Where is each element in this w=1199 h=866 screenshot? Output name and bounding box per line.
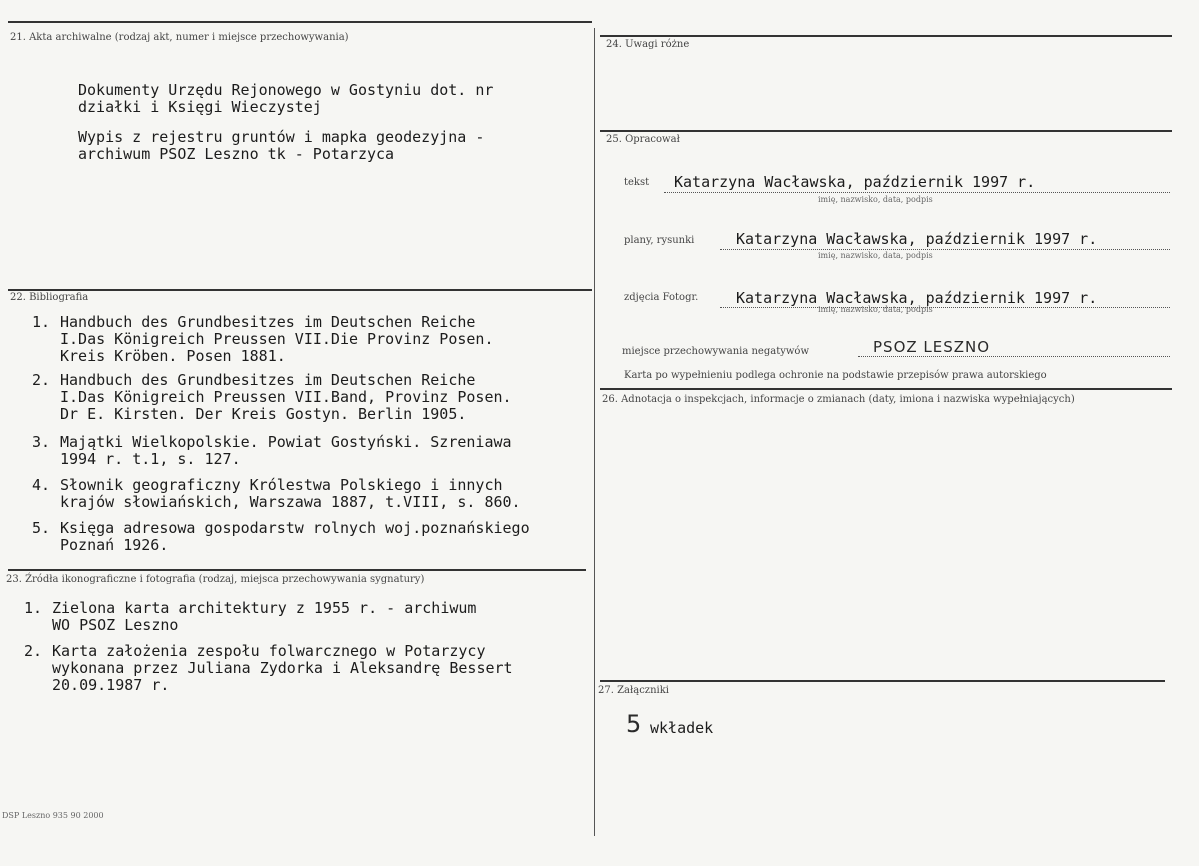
item-line-3: Dr E. Kirsten. Der Kreis Gostyn. Berlin 1905. [60, 405, 467, 423]
foto-caption: imię, nazwisko, data, podpis [818, 305, 933, 314]
s21-line-2: działki i Księgi Wieczystej [78, 98, 322, 116]
divider-22-23 [8, 569, 586, 571]
plany-dotted-line [720, 249, 1170, 250]
item-line-1: Zielona karta architektury z 1955 r. - archiwum [52, 599, 477, 617]
section-22-label: 22. Bibliografia [10, 292, 89, 303]
item-line-1: Handbuch des Grundbesitzes im Deutschen Reiche [60, 313, 476, 331]
item-line-2: krajów słowiańskich, Warszawa 1887, t.VIII, s. 860. [60, 493, 521, 511]
negatives-dotted-line [858, 356, 1170, 357]
divider-25-26 [600, 388, 1172, 390]
section-23-label: 23. Źródła ikonograficzne i fotografia (rodzaj, miejsca przechowywania sygnatury) [6, 574, 425, 585]
item-number: 2. [32, 371, 51, 389]
tekst-dotted-line [664, 192, 1170, 193]
item-number: 1. [24, 599, 43, 617]
s21-line-4: archiwum PSOZ Leszno tk - Potarzyca [78, 145, 395, 163]
divider-21-22 [8, 289, 592, 291]
tekst-value: Katarzyna Wacławska, październik 1997 r. [674, 173, 1036, 191]
item-line-1: Majątki Wielkopolskie. Powiat Gostyński. Szreniawa [60, 433, 512, 451]
plany-value: Katarzyna Wacławska, październik 1997 r. [736, 230, 1098, 248]
divider-26-27 [600, 680, 1165, 682]
item-number: 4. [32, 476, 51, 494]
item-line-2: I.Das Königreich Preussen VII.Die Provinz Posen. [60, 330, 494, 348]
section-21-label: 21. Akta archiwalne (rodzaj akt, numer i miejsce przechowywania) [10, 32, 349, 43]
negatives-value: PSOZ LESZNO [873, 338, 991, 356]
foto-value: Katarzyna Wacławska, październik 1997 r. [736, 289, 1098, 307]
item-line-2: WO PSOZ Leszno [52, 616, 179, 634]
top-rule-right [600, 35, 1172, 37]
section-27-label: 27. Załączniki [598, 685, 669, 696]
attachments-text: wkładek [650, 719, 714, 737]
copyright-note: Karta po wypełnieniu podlega ochronie na podstawie przepisów prawa autorskiego [624, 370, 1047, 381]
s21-line-1: Dokumenty Urzędu Rejonowego w Gostyniu dot. nr [78, 81, 494, 99]
tekst-label: tekst [624, 177, 650, 188]
item-line-2: Poznań 1926. [60, 536, 169, 554]
item-line-1: Handbuch des Grundbesitzes im Deutschen Reiche [60, 371, 476, 389]
tekst-caption: imię, nazwisko, data, podpis [818, 195, 933, 204]
center-divider [594, 28, 595, 836]
item-line-2: wykonana przez Juliana Zydorka i Aleksandrę Bessert [52, 659, 513, 677]
item-line-1: Księga adresowa gospodarstw rolnych woj.poznańskiego [60, 519, 530, 537]
attachments-count: 5 [626, 710, 642, 738]
plany-label: plany, rysunki [624, 235, 695, 246]
form-code: DSP Leszno 935 90 2000 [2, 811, 104, 820]
item-line-1: Karta założenia zespołu folwarcznego w Potarzycy [52, 642, 486, 660]
foto-dotted-line [720, 307, 1170, 308]
section-25-label: 25. Opracował [606, 134, 680, 145]
item-number: 2. [24, 642, 43, 660]
item-line-1: Słownik geograficzny Królestwa Polskiego i innych [60, 476, 503, 494]
item-number: 1. [32, 313, 51, 331]
item-line-2: 1994 r. t.1, s. 127. [60, 450, 241, 468]
item-line-2: I.Das Königreich Preussen VII.Band, Provinz Posen. [60, 388, 512, 406]
item-number: 3. [32, 433, 51, 451]
item-line-3: Kreis Kröben. Posen 1881. [60, 347, 286, 365]
item-line-3: 20.09.1987 r. [52, 676, 170, 694]
s21-line-3: Wypis z rejestru gruntów i mapka geodezyjna - [78, 128, 485, 146]
plany-caption: imię, nazwisko, data, podpis [818, 251, 933, 260]
top-rule-left [8, 21, 592, 23]
item-number: 5. [32, 519, 51, 537]
negatives-label: miejsce przechowywania negatywów [622, 346, 809, 357]
section-26-label: 26. Adnotacja o inspekcjach, informacje o zmianach (daty, imiona i nazwiska wypełniających) [602, 394, 1075, 405]
foto-label: zdjęcia Fotogr. [624, 292, 699, 303]
section-24-label: 24. Uwagi różne [606, 39, 690, 50]
divider-24-25 [600, 130, 1172, 132]
